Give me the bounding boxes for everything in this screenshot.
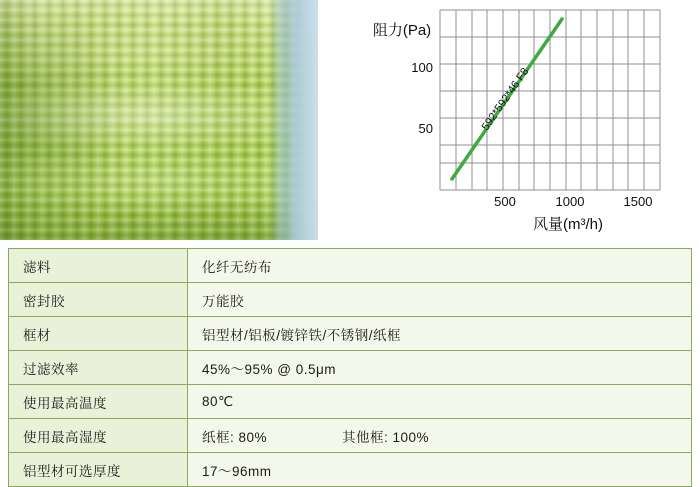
chart-y-axis-label: 阻力(Pa) <box>372 22 432 39</box>
spec-value: 80℃ <box>188 385 692 419</box>
photo-background-strip <box>268 0 318 240</box>
spec-key: 使用最高湿度 <box>9 419 188 453</box>
chart-ytick-100: 100 <box>411 60 433 75</box>
spec-key: 铝型材可选厚度 <box>9 453 188 487</box>
chart-ytick-50: 50 <box>418 121 433 136</box>
chart-xtick-1500: 1500 <box>623 194 653 209</box>
spec-value-part1: 纸框: 80% <box>202 429 268 445</box>
table-row <box>9 249 692 283</box>
chart-xtick-1000: 1000 <box>555 194 585 209</box>
spec-key: 使用最高温度 <box>9 385 188 419</box>
table-row <box>9 419 692 453</box>
chart-series-label: 592*592*46 F8 <box>479 65 532 133</box>
spec-key: 框材 <box>9 317 188 351</box>
spec-value: 17～96mm <box>188 453 692 487</box>
top-row <box>0 0 700 243</box>
table-row <box>9 351 692 385</box>
product-photo <box>0 0 318 240</box>
spec-value-dual <box>188 419 692 453</box>
spec-value: 万能胶 <box>188 283 692 317</box>
spec-value: 铝型材/铝板/镀锌铁/不锈钢/纸框 <box>188 317 692 351</box>
spec-key: 过滤效率 <box>9 351 188 385</box>
chart-x-axis-label: 风量(m³/h) <box>533 216 603 233</box>
table-row <box>9 317 692 351</box>
spec-value: 45%～95% @ 0.5μm <box>188 351 692 385</box>
table-row <box>9 283 692 317</box>
table-row <box>9 385 692 419</box>
table-row <box>9 453 692 487</box>
resistance-airflow-chart <box>330 0 700 240</box>
chart-xtick-500: 500 <box>494 194 516 209</box>
spec-key: 密封胶 <box>9 283 188 317</box>
spec-value: 化纤无纺布 <box>188 249 692 283</box>
spec-key: 滤料 <box>9 249 188 283</box>
spec-value-part2: 其他框: 100% <box>342 429 430 445</box>
specification-table <box>8 248 692 487</box>
